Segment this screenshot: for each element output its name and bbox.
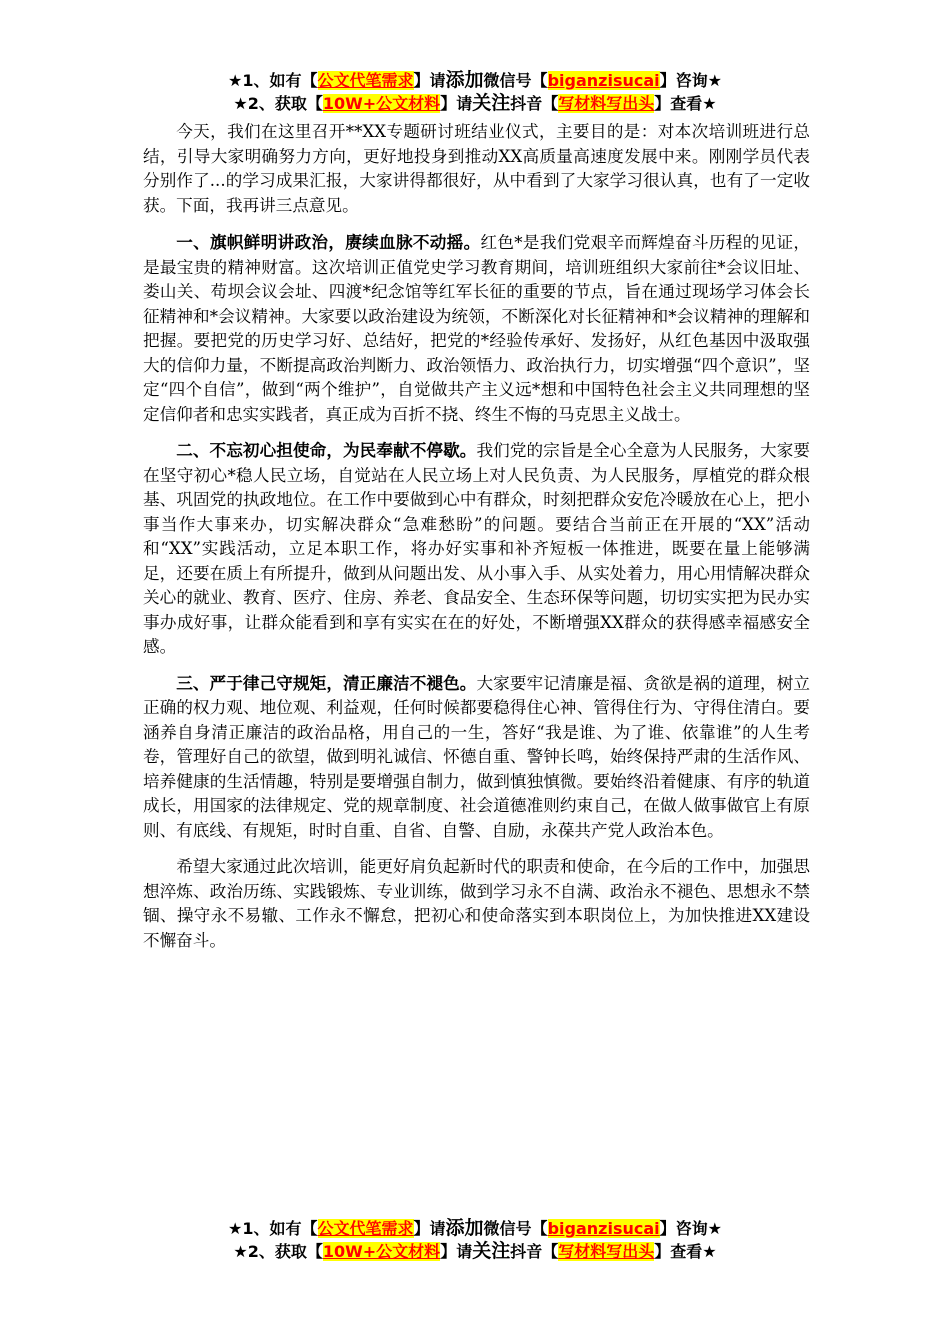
banner-emphasis: 添加 — [445, 69, 484, 91]
banner-text: 】查看★ — [654, 94, 717, 113]
highlight-materials: 10W+公文材料 — [322, 1242, 441, 1261]
banner-text: ★2、获取【 — [233, 1242, 323, 1261]
closing-paragraph: 希望大家通过此次培训，能更好肩负起新时代的职责和使命，在今后的工作中，加强思想淬炼、政治历练、实践锻炼、专业训练，做到学习永不自满、政治永不褪色、思想永不禁锢、操守永不易辙、工作永不懈怠，把初心和使命落实到本职岗位上，为加快推进XX建设不懈奋斗。 — [143, 857, 810, 950]
highlight-wechat-id: biganzisucai — [547, 71, 660, 90]
point-one-heading: 一、旗帜鲜明讲政治，赓续血脉不动摇。 — [176, 233, 481, 252]
point-one-paragraph — [143, 231, 810, 427]
point-two-body: 我们党的宗旨是全心全意为人民服务，大家要在坚守初心*稳人民立场，自觉站在人民立场上对人民负责、为人民服务，厚植党的群众根基、巩固党的执政地位。在工作中要做到心中有群众，时刻把群众安危冷暖放在心上，把小事当作大事来办，切实解决群众“急难愁盼”的问题。要结合当前正在开展的“XX”活动和“XX”实践活动，立足本职工作，将办好实事和补齐短板一体推进，既要在量上能够满足，还要在质上有所提升，做到从问题出发、从小事入手、从实处着力，用心用情解决群众关心的就业、教育、医疗、住房、养老、食品安全、生态环保等问题，切切实实把为民办实事办成好事，让群众能看到和享有实实在在的好处，不断增强XX群众的获得感幸福感安全感。 — [143, 441, 811, 656]
highlight-service: 公文代笔需求 — [317, 1219, 414, 1238]
banner-emphasis: 关注 — [472, 92, 511, 114]
point-three-heading: 三、严于律己守规矩，清正廉洁不褪色。 — [176, 673, 477, 693]
banner-text: 】查看★ — [654, 1242, 717, 1261]
top-banner — [0, 69, 950, 115]
highlight-service: 公文代笔需求 — [317, 71, 414, 90]
banner-text: 】请 — [413, 1219, 446, 1238]
banner-text: 】请 — [413, 71, 446, 90]
banner-emphasis: 添加 — [445, 1217, 484, 1239]
banner-text: 微信号【 — [483, 1219, 548, 1238]
banner-text: 】请 — [440, 1242, 473, 1261]
banner-text: ★1、如有【 — [228, 71, 318, 90]
document-body — [143, 120, 810, 965]
banner-text: 微信号【 — [483, 71, 548, 90]
point-two-paragraph — [143, 439, 810, 660]
banner-text: ★1、如有【 — [228, 1219, 318, 1238]
banner-text: 】咨询★ — [659, 71, 722, 90]
highlight-materials: 10W+公文材料 — [322, 94, 441, 113]
banner-text: ★2、获取【 — [233, 94, 323, 113]
banner-text: 抖音【 — [510, 1242, 559, 1261]
point-three-body: 大家要牢记清廉是福、贪欲是祸的道理，树立正确的权力观、地位观、利益观，任何时候都要稳得住心神、管得住行为、守得住清白。要涵养自身清正廉洁的政治品格，用自己的一生，答好“我是谁、为了谁、依靠谁”的人生考卷，管理好自己的欲望，做到明礼诚信、怀德自重、警钟长鸣，始终保持严肃的生活作风、培养健康的生活情趣，特别是要增强自制力，做到慎独慎微。要始终沿着健康、有序的轨道成长，用国家的法律规定、党的规章制度、社会道德准则约束自己，在做人做事做官上有原则、有底线、有规矩，时时自重、自省、自警、自励，永葆共产党人政治本色。 — [143, 673, 811, 840]
highlight-wechat-id: biganzisucai — [547, 1219, 660, 1238]
banner-line-2 — [0, 92, 950, 115]
banner-line-2 — [0, 1240, 950, 1263]
highlight-douyin-account: 写材料写出头 — [558, 1242, 655, 1261]
point-one-body: 红色*是我们党艰辛而辉煌奋斗历程的见证，是最宝贵的精神财富。这次培训正值党史学习教育期间，培训班组织大家前往*会议旧址、娄山关、苟坝会议会址、四渡*纪念馆等红军长征的重要的节点，旨在通过现场学习体会长征精神和*会议精神。大家要以政治建设为统领，不断深化对长征精神和*会议精神的理解和把握。要把党的历史学习好、总结好，把党的*经验传承好、发扬好，从红色基因中汲取强大的信仰力量，不断提高政治判断力、政治领悟力、政治执行力，切实增强“四个意识”，坚定“四个自信”，做到“两个维护”，自觉做共产主义远*想和中国特色社会主义共同理想的坚定信仰者和忠实实践者，真正成为百折不挠、终生不悔的马克思主义战士。 — [143, 233, 811, 424]
bottom-banner — [0, 1217, 950, 1263]
highlight-douyin-account: 写材料写出头 — [558, 94, 655, 113]
banner-text: 抖音【 — [510, 94, 559, 113]
intro-paragraph: 今天，我们在这里召开**XX专题研讨班结业仪式，主要目的是：对本次培训班进行总结，引导大家明确努力方向，更好地投身到推动XX高质量高速度发展中来。刚刚学员代表分别作了...的学习成果汇报，大家讲得都很好，从中看到了大家学习很认真，也有了一定收获。下面，我再讲三点意见。 — [143, 122, 810, 215]
point-two-heading: 二、不忘初心担使命，为民奉献不停歇。 — [176, 441, 477, 460]
banner-line-1 — [0, 1217, 950, 1240]
banner-line-1 — [0, 69, 950, 92]
banner-text: 】咨询★ — [659, 1219, 722, 1238]
banner-emphasis: 关注 — [472, 1240, 511, 1262]
banner-text: 】请 — [440, 94, 473, 113]
point-three-paragraph — [143, 672, 810, 844]
